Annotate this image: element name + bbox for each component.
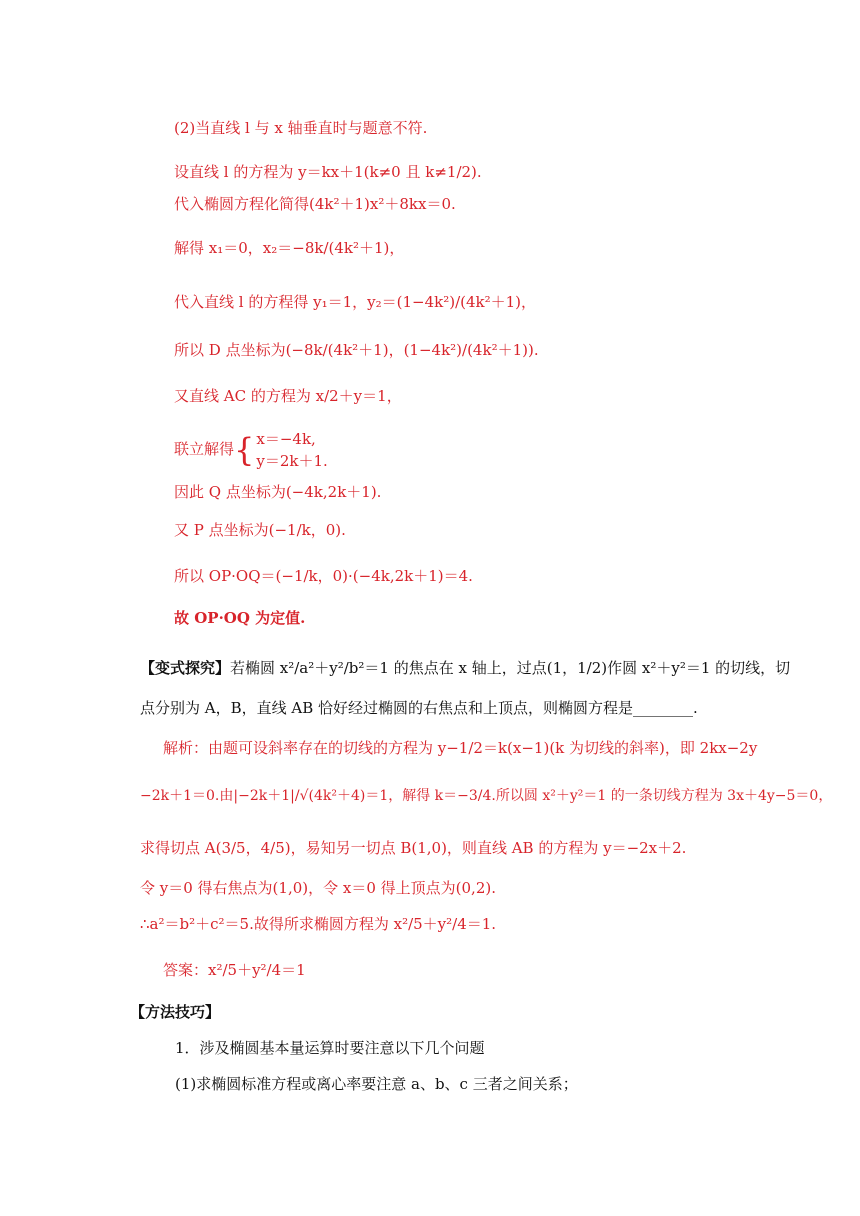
solution-line-3: 代入椭圆方程化简得(4k²＋1)x²＋8kx＝0. bbox=[174, 195, 456, 213]
system-eq-1: x＝−4k, bbox=[256, 430, 316, 448]
analysis-answer: 答案：x²/5＋y²/4＝1 bbox=[163, 961, 306, 979]
solution-line-5: 代入直线 l 的方程得 y₁＝1，y₂＝(1−4k²)/(4k²＋1)， bbox=[174, 293, 537, 311]
method-header: 【方法技巧】 bbox=[130, 1003, 221, 1021]
solution-line-8 bbox=[174, 428, 328, 472]
analysis-line-4: 令 y＝0 得右焦点为(1,0)，令 x＝0 得上顶点为(0,2). bbox=[140, 879, 496, 897]
solution-line-9: 因此 Q 点坐标为(−4k,2k＋1). bbox=[174, 483, 382, 501]
analysis-line-2: −2k＋1＝0.由|−2k＋1|/√(4k²＋4)＝1，解得 k＝−3/4.所以圆 x²＋y²＝1 的一条切线方程为 3x＋4y−5＝0， bbox=[140, 788, 833, 804]
variant-question-text-1: 若椭圆 x²/a²＋y²/b²＝1 的焦点在 x 轴上，过点(1，1/2)作圆 x²＋y²＝1 的切线，切 bbox=[230, 659, 791, 677]
equation-system bbox=[256, 428, 327, 472]
analysis-line-5: ∴a²＝b²＋c²＝5.故得所求椭圆方程为 x²/5＋y²/4＝1. bbox=[140, 915, 497, 933]
solution-line-1: (2)当直线 l 与 x 轴垂直时与题意不符. bbox=[174, 119, 428, 137]
system-eq-2: y＝2k＋1. bbox=[256, 452, 328, 470]
solution-line-10: 又 P 点坐标为(−1/k，0). bbox=[174, 521, 346, 539]
solution-line-12: 故 OP·OQ 为定值. bbox=[174, 609, 306, 627]
solution-line-2: 设直线 l 的方程为 y＝kx＋1(k≠0 且 k≠1/2). bbox=[174, 163, 482, 181]
method-line-2: (1)求椭圆标准方程或离心率要注意 a、b、c 三者之间关系； bbox=[175, 1075, 578, 1093]
system-label: 联立解得 bbox=[174, 440, 235, 458]
variant-question-line-2: 点分别为 A，B，直线 AB 恰好经过椭圆的右焦点和上顶点，则椭圆方程是________. bbox=[140, 699, 698, 717]
solution-line-6: 所以 D 点坐标为(−8k/(4k²＋1)，(1−4k²)/(4k²＋1)). bbox=[174, 341, 539, 359]
solution-line-11: 所以 OP·OQ＝(−1/k，0)·(−4k,2k＋1)＝4. bbox=[174, 567, 473, 585]
variant-question-line-1 bbox=[140, 658, 790, 678]
method-line-1: 1．涉及椭圆基本量运算时要注意以下几个问题 bbox=[175, 1039, 485, 1057]
solution-line-7: 又直线 AC 的方程为 x/2＋y＝1， bbox=[174, 387, 402, 405]
analysis-line-3: 求得切点 A(3/5，4/5)，易知另一切点 B(1,0)，则直线 AB 的方程为 y＝−2x＋2. bbox=[140, 839, 687, 857]
solution-line-4: 解得 x₁＝0，x₂＝−8k/(4k²＋1)， bbox=[174, 239, 405, 257]
brace-icon: { bbox=[234, 431, 255, 469]
analysis-line-1: 解析：由题可设斜率存在的切线的方程为 y−1/2＝k(x−1)(k 为切线的斜率)，即 2kx−2y bbox=[163, 739, 758, 757]
variant-label: 【变式探究】 bbox=[140, 659, 231, 677]
